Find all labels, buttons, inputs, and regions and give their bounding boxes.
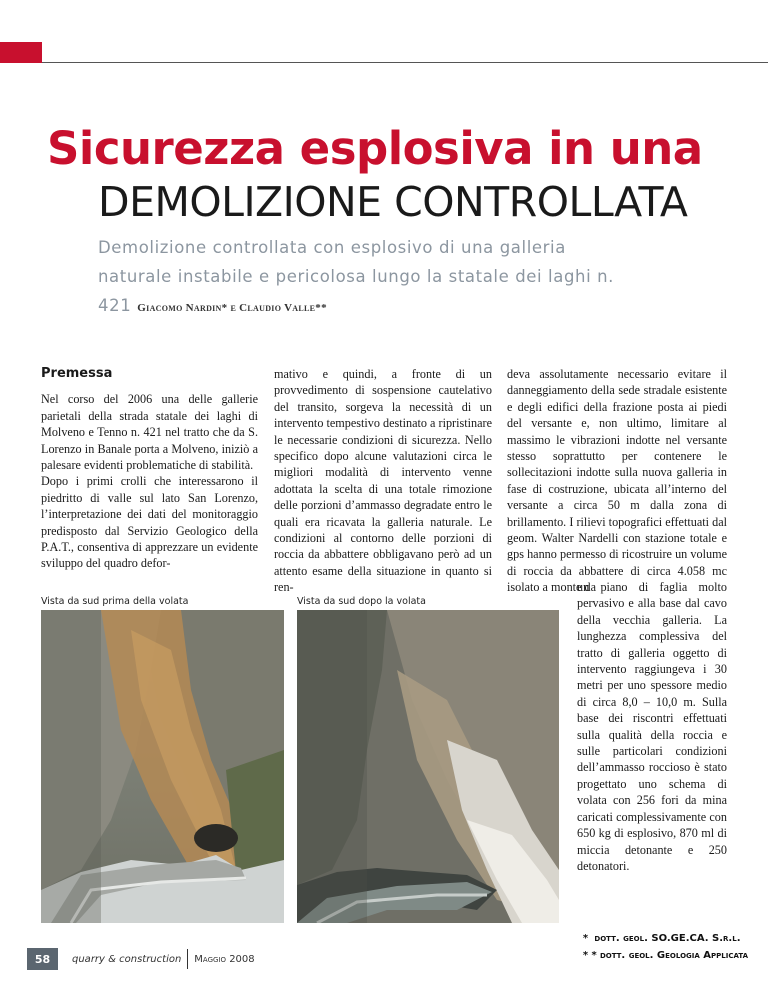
note-text-1: dott. geol. SO.GE.CA. S.r.l. [594,933,741,944]
section-heading: Premessa [41,366,113,381]
page-number: 58 [27,948,58,970]
note-mark-2: * * [582,950,597,961]
footer-divider [187,949,188,969]
author-note-1 [583,930,748,947]
article-column-2 [274,366,492,596]
issue-date: Maggio 2008 [194,953,255,965]
paragraph-4: deva assolutamente necessario evitare il danneggiamento della sede stradale esistente e degli edifici della frazione posta ai piedi del versante e, non ultimo, limitare al massimo le vibrazioni indotte nel versante stesso soprattutto per contenere le sollecitazioni indotte sulla nuova galleria in fase di costruzione, ubicata all’interno del versante a circa 50 m dalla zona di brillamento. I rilievi topografici effettuati dal geom. Walter Nardelli con stazione totale e gps hanno permesso di ricostruire un volume di roccia da abbattere di circa 4.058 mc isolato a monte da [507,367,727,595]
note-text-2: dott. geol. Geologia Applicata [599,950,748,961]
title-line-1: Sicurezza esplosiva in una [47,122,703,175]
paragraph-2: Dopo i primi crolli che interessarono il piedritto di valle sul lato San Lorenzo, l’interpretazione dei dati del monitoraggio predisposto dal Servizio Geologico della P.A.T., consentiva di apprezzare un evidente sviluppo del quadro defor- [41,474,258,571]
photo-caption-after: Vista da sud dopo la volata [297,596,426,607]
author-notes [583,930,748,964]
article-column-1 [41,366,258,572]
subtitle-text: Demolizione controllata con esplosivo di una galleria naturale instabile e pericolosa lungo la statale dei laghi n. 421 [98,238,615,315]
header-rule [42,62,768,63]
accent-bar [0,42,42,63]
photo-after-blast [297,610,559,923]
paragraph-5: un piano di faglia molto pervasivo e alla base dal cavo della vecchia galleria. La lunghezza complessiva del tratto di galleria oggetto di intervento raggiungeva i 30 metri per uno spessore medio di circa 8,0 – 10,0 m. Sulla base dei riscontri effettuati sulla qualità della roccia e sulle particolari condizioni dell’ammasso roccioso è stato progettato uno schema di volata con 256 fori da mina caricati complessivamente con 650 kg di esplosivo, 870 ml di miccia detonante e 250 detonatori. [577,580,727,873]
authors: Giacomo Nardin* e Claudio Valle** [137,302,327,314]
photo-before-blast [41,610,284,923]
article-column-3-continued [577,579,727,874]
page-footer [27,948,255,970]
paragraph-3: mativo e quindi, a fronte di un provvedimento di sospensione cautelativo del transito, sorgeva la necessità di un intervento tempestivo destinato a ripristinare le necessarie condizioni di sicurezza. Nello specifico dopo alcune valutazioni circa le migliori modalità di intervento venne adottata la scelta di una totale rimozione delle porzioni d’ammasso degradate entro le quali era ricavata la galleria naturale. Le condizioni al contorno delle porzioni di roccia da abbattere obbligavano però ad un attento esame della situazione in quanto si ren- [274,367,492,595]
note-mark-1: * [582,933,589,944]
subtitle [98,233,618,323]
paragraph-1: Nel corso del 2006 una delle gallerie parietali della strada statale dei laghi di Molveno e Tenno n. 421 nel tratto che da S. Lorenzo in Banale porta a Molveno, iniziò a palesare evidenti problematiche di stabilità. [41,392,258,473]
article-column-3 [507,366,727,596]
author-note-2 [583,947,748,964]
magazine-name: quarry & construction [72,953,182,965]
title-line-2: DEMOLIZIONE CONTROLLATA [98,178,688,226]
photo-caption-before: Vista da sud prima della volata [41,596,189,607]
